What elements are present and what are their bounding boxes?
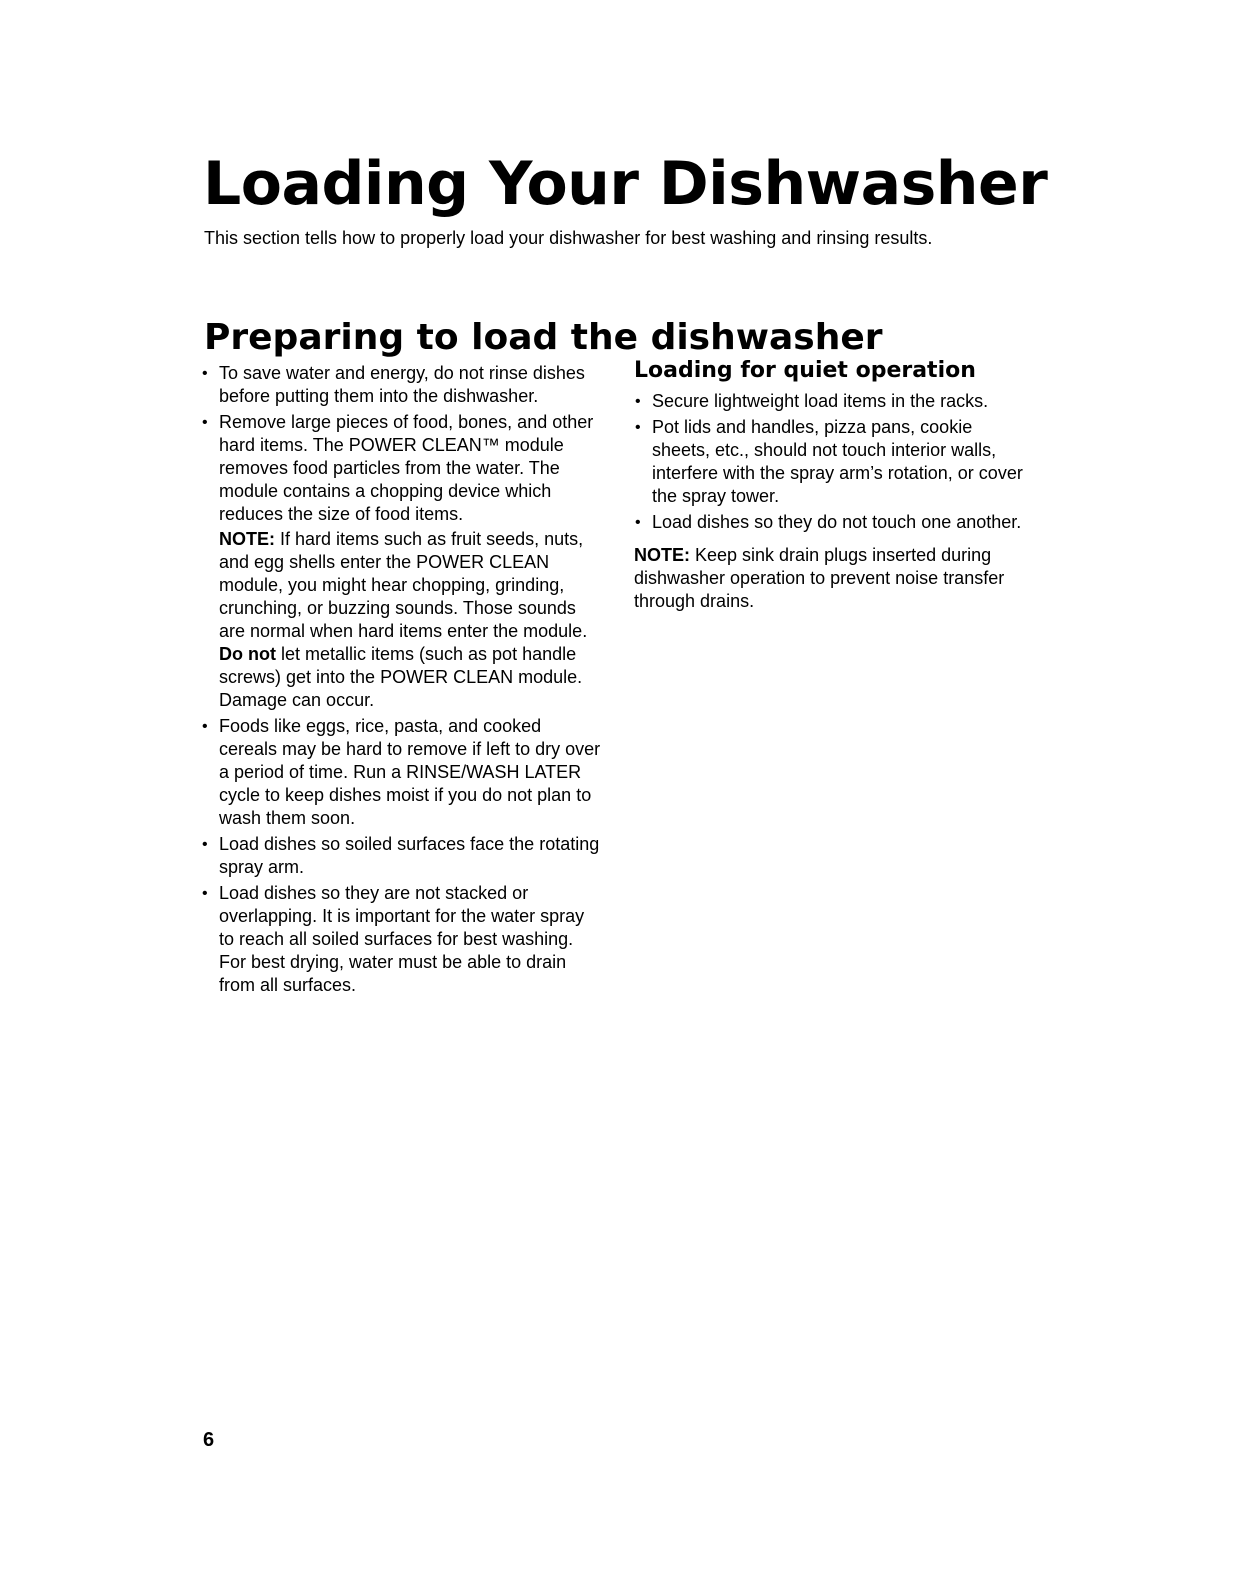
note-text: Keep sink drain plugs inserted during dishwasher operation to prevent noise transfer through drains.: [634, 545, 1005, 611]
preparing-column: [201, 362, 601, 1000]
note-text: let metallic items (such as pot handle screws) get into the POWER CLEAN module. Damage can occur.: [219, 644, 583, 710]
list-item-text: Secure lightweight load items in the racks.: [652, 391, 989, 411]
quiet-column: [634, 357, 1034, 613]
note-label: NOTE:: [634, 545, 690, 565]
list-item: [201, 715, 601, 830]
list-item-text: Remove large pieces of food, bones, and other hard items. The POWER CLEAN™ module removes food particles from the water. The module contains a chopping device which reduces the size of food items.: [219, 412, 594, 524]
power-clean-note: [219, 528, 601, 712]
bullet-icon: •: [202, 414, 208, 431]
note-text: If hard items such as fruit seeds, nuts, and egg shells enter the POWER CLEAN module, you might hear chopping, grinding, crunching, or buzzing sounds. Those sounds are normal when hard items enter the module.: [219, 529, 588, 641]
preparing-list: [201, 362, 601, 997]
bullet-icon: •: [635, 393, 641, 410]
section-heading-preparing: Preparing to load the dishwasher: [204, 317, 883, 358]
quiet-list: [634, 390, 1034, 534]
note-label: NOTE:: [219, 529, 275, 549]
list-item-text: To save water and energy, do not rinse dishes before putting them into the dishwasher.: [219, 363, 585, 406]
list-item: [201, 362, 601, 408]
list-item-text: Load dishes so they do not touch one another.: [652, 512, 1022, 532]
bullet-icon: •: [202, 885, 208, 902]
list-item: [201, 882, 601, 997]
list-item-text: Load dishes so soiled surfaces face the rotating spray arm.: [219, 834, 600, 877]
bullet-icon: •: [635, 514, 641, 531]
intro-paragraph: This section tells how to properly load your dishwasher for best washing and rinsing results.: [204, 228, 933, 248]
page-title: Loading Your Dishwasher: [203, 149, 1048, 219]
list-item: [634, 390, 1034, 413]
bullet-icon: •: [202, 718, 208, 735]
bullet-icon: •: [202, 365, 208, 382]
list-item: [201, 411, 601, 712]
list-item: [201, 833, 601, 879]
list-item: [634, 511, 1034, 534]
note-emphasis: Do not: [219, 644, 276, 664]
bullet-icon: •: [635, 419, 641, 436]
list-item-text: Load dishes so they are not stacked or overlapping. It is important for the water spray to reach all soiled surfaces for best washing. For best drying, water must be able to drain from all surfaces.: [219, 883, 585, 995]
list-item-text: Foods like eggs, rice, pasta, and cooked cereals may be hard to remove if left to dry over a period of time. Run a RINSE/WASH LATER cycle to keep dishes moist if you do not plan to wash them soon.: [219, 716, 601, 828]
list-item-text: Pot lids and handles, pizza pans, cookie sheets, etc., should not touch interior walls, interfere with the spray arm’s rotation, or cover the spray tower.: [652, 417, 1023, 506]
list-item: [634, 416, 1034, 508]
page-number: 6: [203, 1429, 215, 1451]
bullet-icon: •: [202, 836, 208, 853]
drain-note: [634, 544, 1034, 613]
sub-heading-quiet: Loading for quiet operation: [634, 358, 976, 383]
